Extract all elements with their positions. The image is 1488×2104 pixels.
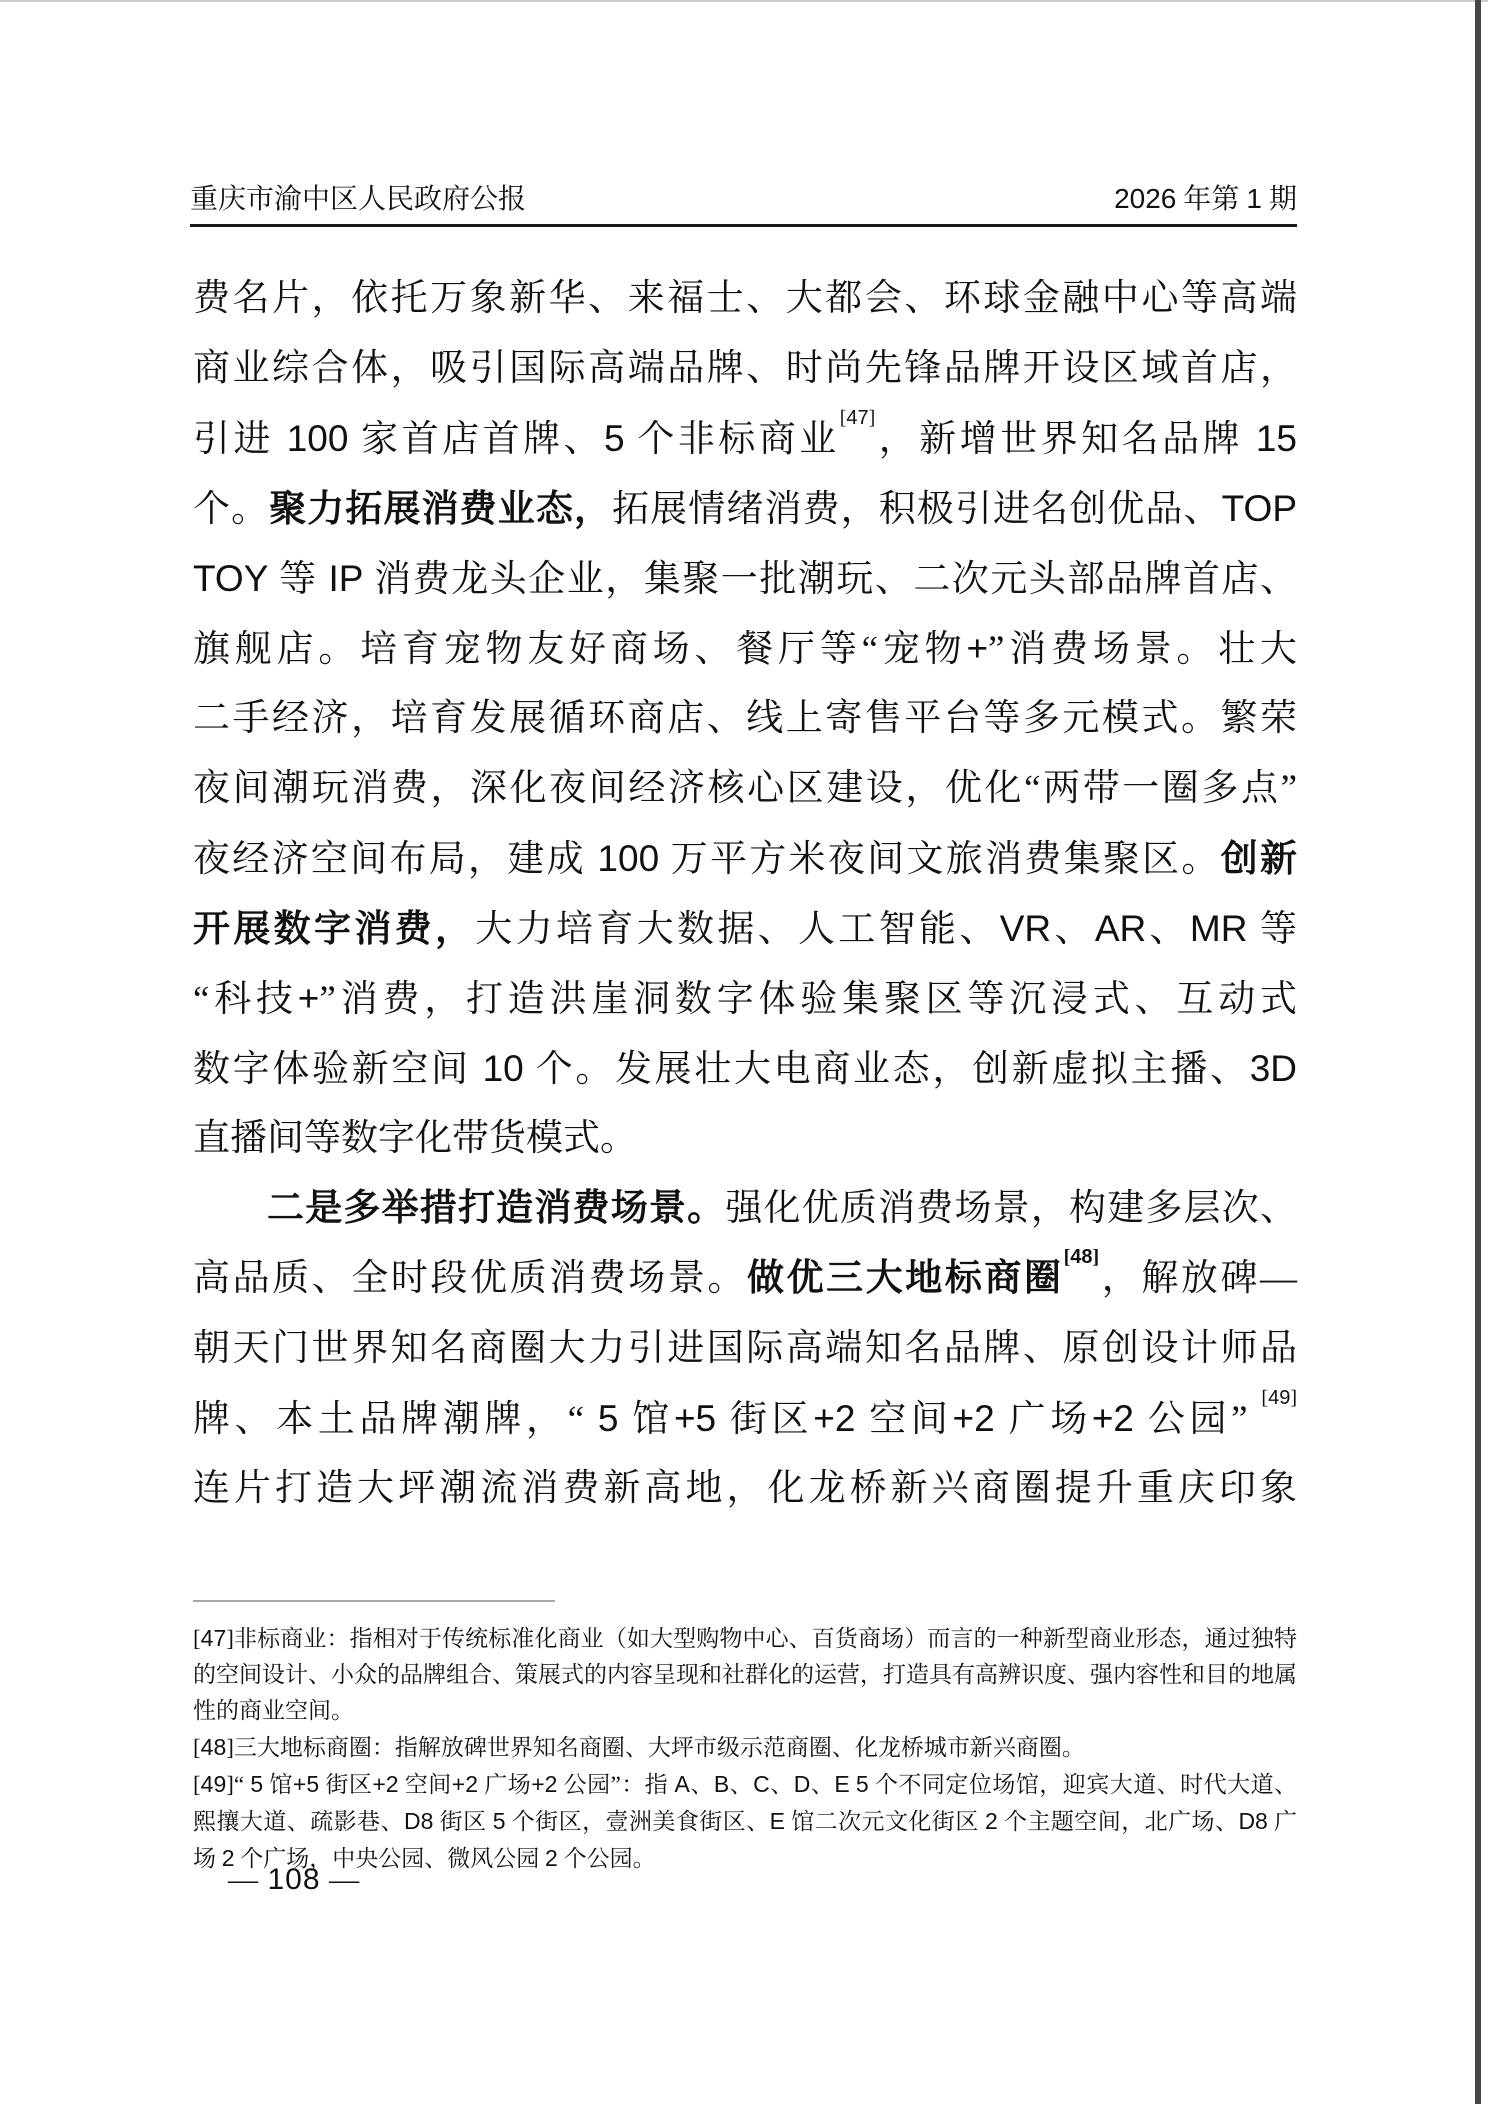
latin-text: 10 <box>482 1048 524 1089</box>
latin-text: MR <box>1189 908 1248 949</box>
body-line <box>193 1244 1297 1314</box>
body-line <box>193 1034 1297 1104</box>
latin-text: 2 <box>221 1845 235 1871</box>
latin-text: 1 <box>1246 183 1262 214</box>
body-line <box>193 964 1297 1034</box>
latin-text: D <box>793 1771 811 1797</box>
body-segment: 数字体验新空间 10 个。发展壮大电商业态，创新虚拟主播、3D <box>193 1048 1298 1090</box>
body-line <box>193 404 1297 474</box>
latin-text: 47 <box>200 1625 227 1651</box>
latin-text: C <box>753 1771 770 1797</box>
latin-text: +2 <box>952 1398 995 1439</box>
page-top-edge <box>0 0 1488 2</box>
footnote-item: [49]“ 5 馆+5 街区+2 空间+2 广场+2 公园”：指 A、B、C、D、E 5 个不同定位场馆，迎宾大道、时代大道、熙攘大道、疏影巷、D8 街区 5 个街区，壹洲美食街区、E 馆二次元文化街区 2 个主题空间，北广场、D8 广场 2 个广场，中央公园、微风公园 2 个公园。 <box>193 1771 1298 1871</box>
latin-text: E <box>834 1771 850 1797</box>
footnote-ref: [49] <box>1261 1386 1298 1409</box>
latin-text: + <box>966 628 989 669</box>
latin-text: 108 <box>267 1863 321 1896</box>
latin-text: B <box>713 1771 730 1797</box>
body-segment: “科技+”消费，打造洪崖洞数字体验集聚区等沉浸式、互动式 <box>193 978 1297 1020</box>
latin-text: D8 <box>404 1808 434 1834</box>
latin-text: +2 <box>813 1398 856 1439</box>
body-segment: 大力培育大数据、人工智能、VR、AR、MR 等 <box>475 908 1298 950</box>
latin-text: 100 <box>597 838 660 879</box>
body-segment: 牌、本土品牌潮牌，“ 5 馆+5 街区+2 空间+2 广场+2 公园” <box>193 1398 1262 1440</box>
latin-text: +2 <box>531 1771 558 1797</box>
latin-text: A <box>674 1771 690 1797</box>
body-segment: 直播间等数字化带货模式。 <box>193 1118 637 1159</box>
body-line <box>193 1454 1297 1524</box>
latin-text: TOY <box>193 558 269 599</box>
latin-text: +5 <box>292 1771 320 1797</box>
body-line <box>193 824 1297 894</box>
page-header <box>190 183 1297 216</box>
body-line <box>193 264 1297 334</box>
body-segment: 聚力拓展消费业态， <box>269 489 613 530</box>
footnote-separator <box>193 1600 555 1602</box>
body-segment: 开展数字消费， <box>193 909 476 950</box>
body-segment: 二是多举措打造消费场景。 <box>267 1188 726 1229</box>
page-right-edge <box>1475 0 1481 2104</box>
latin-text: 47 <box>846 406 869 429</box>
body-line <box>193 894 1297 964</box>
body-segment: 做优三大地标商圈 <box>747 1258 1064 1299</box>
footnotes <box>193 1620 1297 1877</box>
latin-text: 5 <box>855 1771 869 1797</box>
latin-text: AR <box>1094 908 1147 949</box>
body-line <box>193 1174 1297 1244</box>
body-line <box>193 474 1297 544</box>
latin-text: E <box>769 1808 785 1834</box>
latin-text: VR <box>999 908 1052 949</box>
page-number: — 108 — <box>228 1863 361 1896</box>
latin-text: +5 <box>673 1398 717 1439</box>
body-segment: 拓展情绪消费，积极引进名创优品、TOP <box>612 488 1298 530</box>
body-segment: 连片打造大坪潮流消费新高地，化龙桥新兴商圈提升重庆印象 <box>193 1468 1297 1509</box>
body-segment: 创新 <box>1220 839 1298 880</box>
issue-label: 2026 年第 1 期 <box>1114 183 1297 215</box>
footnote-ref: [48] <box>1063 1245 1100 1268</box>
body-segment: 引进 100 家首店首牌、5 个非标商业 <box>193 418 840 460</box>
latin-text: +2 <box>451 1771 478 1797</box>
latin-text: 2 <box>545 1845 558 1871</box>
body-line <box>193 614 1297 684</box>
latin-text: 49 <box>1268 1386 1291 1409</box>
latin-text: IP <box>328 558 364 599</box>
body-line <box>193 1384 1297 1454</box>
latin-text: 100 <box>286 418 349 459</box>
body-segment: ，新增世界知名品牌 15 <box>875 418 1298 460</box>
footnote-item: [48]三大地标商圈：指解放碑世界知名商圈、大坪市级示范商圈、化龙桥城市新兴商圈。 <box>193 1734 1085 1760</box>
footnote-ref: [47] <box>839 406 876 429</box>
body-segment: 旗舰店。培育宠物友好商场、餐厅等“宠物+”消费场景。壮大 <box>193 628 1297 670</box>
body-segment: 商业综合体，吸引国际高端品牌、时尚先锋品牌开设区域首店， <box>193 348 1297 389</box>
latin-text: 5 <box>597 1398 619 1439</box>
body-segment: 夜经济空间布局，建成 100 万平方米夜间文旅消费集聚区。 <box>193 838 1221 880</box>
latin-text: D8 <box>1238 1808 1268 1834</box>
body-line <box>193 334 1297 404</box>
latin-text: + <box>297 978 320 1019</box>
body-line <box>193 1104 1297 1174</box>
body-segment: ，解放碑— <box>1099 1258 1298 1299</box>
footnote-item: [47]非标商业：指相对于传统标准化商业（如大型购物中心、百货商场）而言的一种新型商业形态，通过独特的空间设计、小众的品牌组合、策展式的内容呈现和社群化的运营，打造具有高辨识度、强内容性和目的地属性的商业空间。 <box>193 1625 1297 1723</box>
body-segment: 高品质、全时段优质消费场景。 <box>193 1258 747 1299</box>
header-rule <box>190 224 1297 227</box>
body-segment: 朝天门世界知名商圈大力引进国际高端知名品牌、原创设计师品 <box>193 1328 1297 1369</box>
latin-text: TOP <box>1221 488 1298 529</box>
latin-text: 15 <box>1255 418 1298 459</box>
latin-text: 5 <box>250 1771 264 1797</box>
latin-text: 3D <box>1249 1048 1298 1089</box>
publication-title: 重庆市渝中区人民政府公报 <box>190 184 527 215</box>
body-segment: 强化优质消费场景，构建多层次、 <box>725 1188 1298 1229</box>
latin-text: 2 <box>984 1808 998 1834</box>
body-segment: 费名片，依托万象新华、来福士、大都会、环球金融中心等高端 <box>193 278 1297 319</box>
body-line <box>193 684 1297 754</box>
body-segment: TOY 等 IP 消费龙头企业，集聚一批潮玩、二次元头部品牌首店、 <box>193 558 1298 600</box>
body-line <box>193 544 1297 614</box>
latin-text: 5 <box>604 418 625 459</box>
body-line <box>193 1314 1297 1384</box>
latin-text: 48 <box>200 1734 227 1760</box>
latin-text: 49 <box>200 1771 227 1797</box>
latin-text: 5 <box>492 1808 506 1834</box>
body-segment: 个。 <box>193 489 270 530</box>
body-segment: 夜间潮玩消费，深化夜间经济核心区建设，优化“两带一圈多点” <box>193 768 1297 809</box>
latin-text: 48 <box>1070 1245 1093 1268</box>
latin-text: +2 <box>1091 1398 1135 1439</box>
body-segment: 二手经济，培育发展循环商店、线上寄售平台等多元模式。繁荣 <box>193 698 1297 739</box>
body-text <box>193 264 1297 1524</box>
latin-text: 2026 <box>1114 183 1177 214</box>
latin-text: +2 <box>372 1771 399 1797</box>
body-line <box>193 754 1297 824</box>
